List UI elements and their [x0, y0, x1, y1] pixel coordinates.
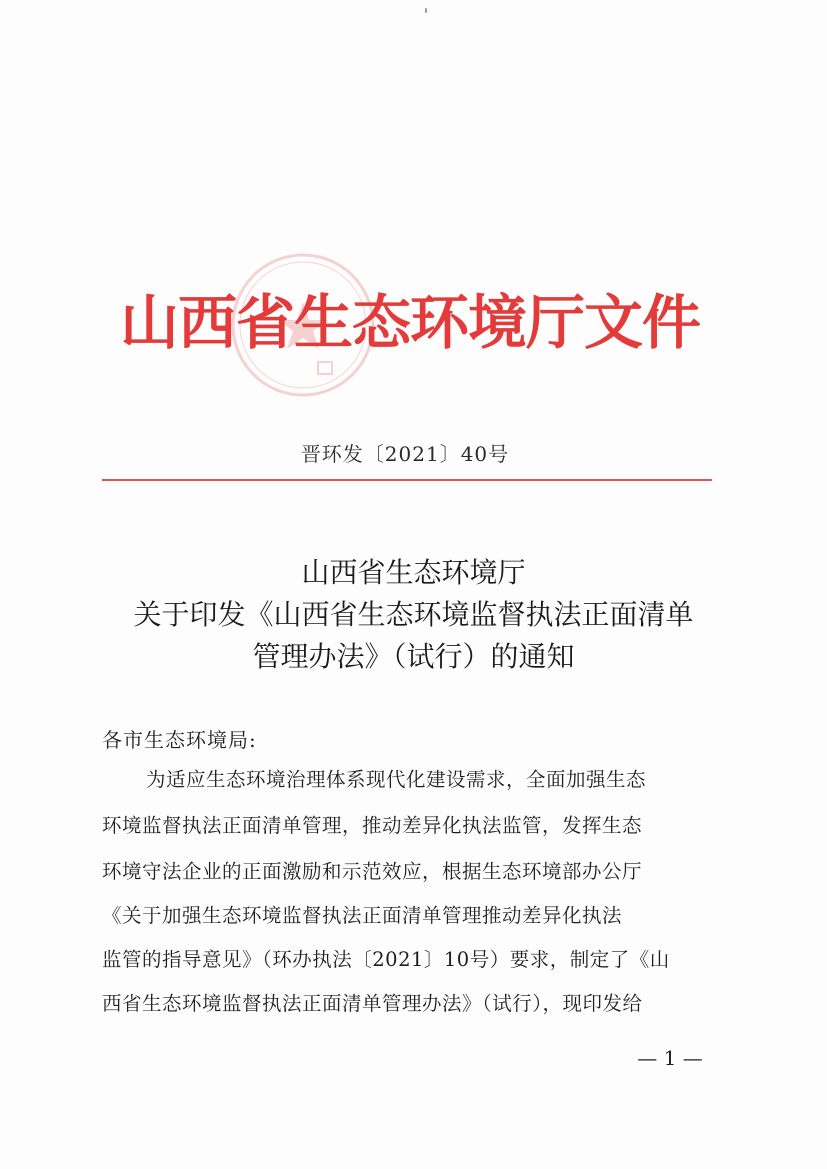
salutation: 各市生态环境局: — [102, 728, 257, 752]
masthead-title: 山西省生态环境厅文件 — [119, 288, 700, 357]
body-line-3: 环境守法企业的正面激励和示范效应，根据生态环境部办公厅 — [102, 860, 643, 883]
scan-speck — [425, 8, 427, 13]
body-line-4: 《关于加强生态环境监督执法正面清单管理推动差异化执法 — [102, 904, 623, 927]
body-line-2: 环境监督执法正面清单管理，推动差异化执法监管，发挥生态 — [102, 814, 643, 837]
page-number: — 1 — — [637, 1046, 703, 1070]
body-line-6: 西省生态环境监督执法正面清单管理办法》（试行），现印发给 — [102, 992, 643, 1015]
document-number: 晋环发〔2021〕40号 — [300, 442, 510, 466]
title-line-1: 山西省生态环境厅 — [301, 556, 526, 589]
title-line-2: 关于印发《山西省生态环境监督执法正面清单 — [133, 598, 694, 631]
red-separator-line — [102, 479, 712, 481]
title-line-3: 管理办法》（试行）的通知 — [252, 640, 575, 673]
notice-title — [100, 552, 727, 678]
body-line-5: 监管的指导意见》（环办执法〔2021〕10号）要求，制定了《山 — [102, 948, 670, 971]
body-line-1: 为适应生态环境治理体系现代化建设需求，全面加强生态 — [146, 768, 647, 791]
